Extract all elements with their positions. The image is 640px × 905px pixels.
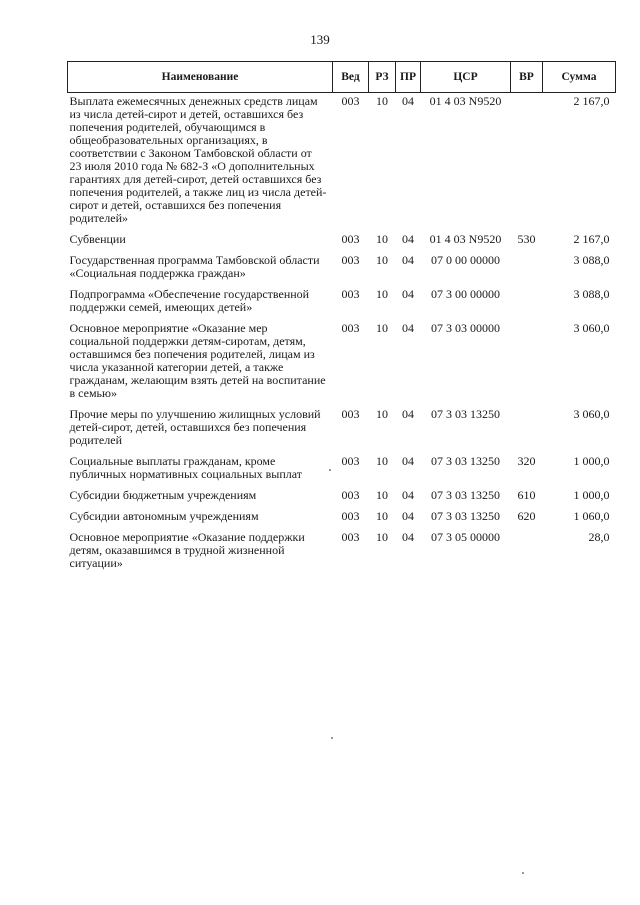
row-name: Социальные выплаты гражданам, кроме публичных нормативных социальных выплат	[69, 454, 303, 481]
row-ved: 003	[341, 321, 360, 335]
table-row	[68, 93, 616, 232]
scan-speck	[331, 737, 333, 739]
row-vr	[511, 93, 543, 232]
row-rz: 10	[376, 232, 388, 246]
table-row	[68, 320, 616, 406]
budget-table	[67, 61, 616, 576]
row-name: Подпрограмма «Обеспечение государственной поддержки семей, имеющих детей»	[69, 287, 310, 314]
row-pr: 04	[402, 509, 414, 523]
row-rz: 10	[376, 509, 388, 523]
row-sum: 3 088,0	[573, 253, 610, 267]
row-vr	[511, 406, 543, 453]
row-name: Субвенции	[69, 232, 126, 246]
row-vr	[511, 286, 543, 320]
row-name: Субсидии бюджетным учреждениям	[69, 488, 257, 502]
row-pr: 04	[402, 488, 414, 502]
column-header-rz: РЗ	[369, 62, 396, 93]
row-sum: 2 167,0	[573, 94, 610, 108]
row-ved: 003	[341, 488, 360, 502]
table-row	[68, 286, 616, 320]
row-ved: 003	[341, 454, 360, 468]
row-rz: 10	[376, 454, 388, 468]
row-sum: 3 088,0	[573, 287, 610, 301]
row-pr: 04	[402, 407, 414, 421]
row-sum: 1 000,0	[573, 488, 610, 502]
row-vr	[511, 252, 543, 286]
row-name: Основное мероприятие «Оказание поддержки детям, оказавшимся в трудной жизненной ситуации»	[69, 530, 305, 570]
table-header-row	[68, 62, 616, 93]
table-row	[68, 231, 616, 252]
scan-speck	[522, 872, 524, 874]
row-name: Государственная программа Тамбовской области «Социальная поддержка граждан»	[69, 253, 320, 280]
row-rz: 10	[376, 407, 388, 421]
row-pr: 04	[402, 94, 414, 108]
row-pr: 04	[402, 454, 414, 468]
column-header-sum: Сумма	[543, 62, 616, 93]
column-header-csr: ЦСР	[421, 62, 511, 93]
table-row	[68, 252, 616, 286]
row-csr: 07 3 03 13250	[431, 407, 500, 421]
row-rz: 10	[376, 488, 388, 502]
row-sum: 3 060,0	[573, 321, 610, 335]
row-ved: 003	[341, 530, 360, 544]
row-csr: 01 4 03 N9520	[429, 232, 502, 246]
row-sum: 3 060,0	[573, 407, 610, 421]
row-csr: 01 4 03 N9520	[429, 94, 502, 108]
page-number: 139	[310, 32, 330, 47]
row-rz: 10	[376, 530, 388, 544]
row-vr: 530	[517, 232, 536, 246]
row-sum: 2 167,0	[573, 232, 610, 246]
row-pr: 04	[402, 232, 414, 246]
column-header-pr: ПР	[396, 62, 421, 93]
row-sum: 1 060,0	[573, 509, 610, 523]
row-ved: 003	[341, 232, 360, 246]
row-vr: 610	[517, 488, 536, 502]
column-header-vr: ВР	[511, 62, 543, 93]
row-csr: 07 3 03 13250	[431, 488, 500, 502]
row-pr: 04	[402, 321, 414, 335]
row-ved: 003	[341, 253, 360, 267]
row-csr: 07 3 05 00000	[431, 530, 500, 544]
table-row	[68, 529, 616, 576]
row-pr: 04	[402, 530, 414, 544]
row-ved: 003	[341, 287, 360, 301]
table-row	[68, 453, 616, 487]
row-vr	[511, 320, 543, 406]
row-vr: 320	[517, 454, 536, 468]
row-csr: 07 3 03 00000	[431, 321, 500, 335]
row-name: Основное мероприятие «Оказание мер социальной поддержки детям-сиротам, детям, оставшимся без попечения родителей, лицам из числа указанной категории детей, а также гражданам, желающим взять детей на воспитание в семью»	[69, 321, 326, 400]
row-csr: 07 0 00 00000	[431, 253, 500, 267]
row-ved: 003	[341, 509, 360, 523]
row-pr: 04	[402, 253, 414, 267]
row-csr: 07 3 03 13250	[431, 509, 500, 523]
row-pr: 04	[402, 287, 414, 301]
row-vr: 620	[517, 509, 536, 523]
row-sum: 28,0	[588, 530, 610, 544]
row-rz: 10	[376, 253, 388, 267]
row-name: Прочие меры по улучшению жилищных условий детей-сирот, детей, оставшихся без попечения родителей	[69, 407, 321, 447]
column-header-name: Наименование	[68, 62, 333, 93]
column-header-ved: Вед	[333, 62, 369, 93]
row-rz: 10	[376, 321, 388, 335]
row-rz: 10	[376, 94, 388, 108]
row-vr	[511, 529, 543, 576]
row-ved: 003	[341, 94, 360, 108]
row-ved: 003	[341, 407, 360, 421]
row-sum: 1 000,0	[573, 454, 610, 468]
row-name: Субсидии автономным учреждениям	[69, 509, 259, 523]
row-rz: 10	[376, 287, 388, 301]
table-row	[68, 487, 616, 508]
table-row	[68, 406, 616, 453]
row-csr: 07 3 03 13250	[431, 454, 500, 468]
scan-speck	[329, 469, 331, 471]
row-name: Выплата ежемесячных денежных средств лицам из числа детей-сирот и детей, оставшихся без попечения родителей, обучающимся в общеобразовательных организациях, в соответствии с Законом Тамбовской области от 23 июля 2010 года № 682-З «О дополнительных гарантиях для детей-сирот, детей оставшихся без попечения родителей, а также лиц из числа детей-сирот и детей, оставшихся без попечения родителей»	[69, 94, 327, 225]
table-row	[68, 508, 616, 529]
row-csr: 07 3 00 00000	[431, 287, 500, 301]
